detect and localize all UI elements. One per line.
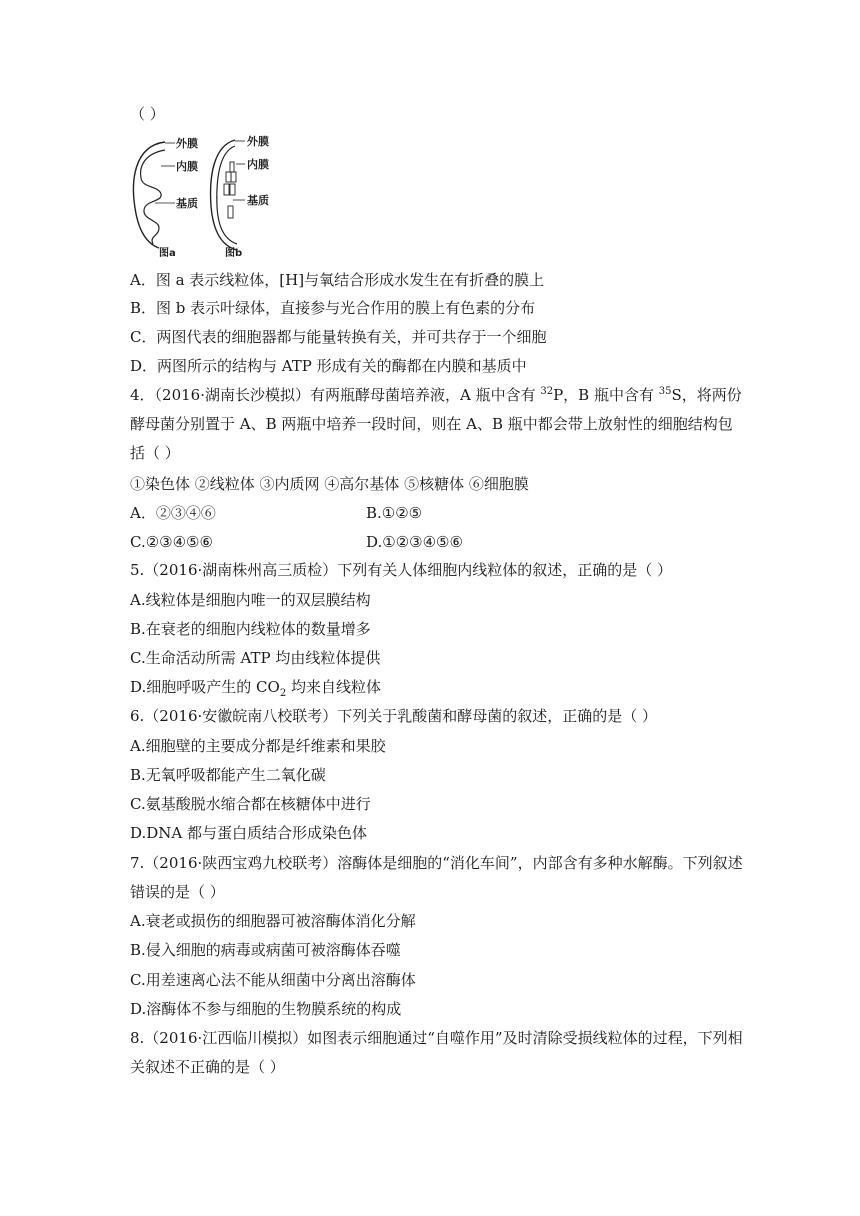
q3-answer-paren: （ ）: [130, 105, 165, 123]
q3-option-d: D．两图所示的结构与 ATP 形成有关的酶都在内膜和基质中: [130, 357, 527, 375]
q4-option-a: A．②③④⑥: [130, 504, 216, 522]
q6-option-d: D.DNA 都与蛋白质结合形成染色体: [130, 824, 368, 842]
fig-a-outer-label: 外膜: [176, 137, 198, 150]
q6-option-a: A.细胞壁的主要成分都是纤维素和果胶: [130, 737, 386, 755]
fig-a-inner-label: 内膜: [176, 160, 198, 173]
figure-a-mitochondrion: [133, 142, 175, 248]
q5-stem: 5.（2016·湖南株州高三质检）下列有关人体细胞内线粒体的叙述，正确的是（ ）: [130, 561, 673, 579]
fig-a-matrix-label: 基质: [176, 197, 198, 210]
q5-option-c: C.生命活动所需 ATP 均由线粒体提供: [130, 649, 381, 667]
fig-b-caption: 图b: [225, 248, 243, 259]
q7-stem-line1: 7.（2016·陕西宝鸡九校联考）溶酶体是细胞的“消化车间”，内部含有多种水解酶。下列叙述: [130, 854, 743, 872]
q4-items: ①染色体 ②线粒体 ③内质网 ④高尔基体 ⑤核糖体 ⑥细胞膜: [130, 475, 529, 493]
q3-option-b: B．图 b 表示叶绿体，直接参与光合作用的膜上有色素的分布: [130, 299, 536, 317]
q4-option-d: D.①②③④⑤⑥: [366, 533, 463, 551]
q4-stem-line1: 4．（2016·湖南长沙模拟）有两瓶酵母菌培养液，A 瓶中含有 $^{32}$P，B 瓶中含有 $^{35}$S，将两份: [130, 386, 742, 404]
q3-option-c: C．两图代表的细胞器都与能量转换有关，并可共存于一个细胞: [130, 328, 547, 346]
q4-option-b: B.①②⑤: [366, 504, 423, 522]
q7-stem-line2: 错误的是（ ）: [130, 883, 225, 901]
fig-b-outer-label: 外膜: [247, 135, 269, 148]
q6-option-b: B.无氧呼吸都能产生二氧化碳: [130, 766, 326, 784]
q5-option-b: B.在衰老的细胞内线粒体的数量增多: [130, 620, 371, 638]
q4-stem-line2: 酵母菌分别置于 A、B 两瓶中培养一段时间，则在 A、B 瓶中都会带上放射性的细胞结构包: [130, 415, 733, 433]
q5-option-a: A.线粒体是细胞内唯一的双层膜结构: [130, 591, 371, 609]
fig-b-matrix-label: 基质: [247, 194, 269, 207]
organelle-figure: [125, 128, 295, 263]
q4-stem-line3: 括（ ）: [130, 444, 180, 462]
q7-option-d: D.溶酶体不参与细胞的生物膜系统的构成: [130, 1000, 402, 1018]
figure-b-chloroplast: [211, 140, 245, 250]
fig-b-inner-label: 内膜: [247, 158, 269, 171]
q3-option-a: A．图 a 表示线粒体，[H]与氧结合形成水发生在有折叠的膜上: [130, 271, 545, 289]
q8-stem-line2: 关叙述不正确的是（ ）: [130, 1058, 285, 1076]
fig-a-caption: 图a: [159, 248, 176, 259]
q7-option-c: C.用差速离心法不能从细菌中分离出溶酶体: [130, 971, 416, 989]
q8-stem-line1: 8.（2016·江西临川模拟）如图表示细胞通过“自噬作用”及时清除受损线粒体的过程，下列相: [130, 1029, 743, 1047]
q7-option-a: A.衰老或损伤的细胞器可被溶酶体消化分解: [130, 912, 416, 930]
q6-stem: 6.（2016·安徽皖南八校联考）下列关于乳酸菌和酵母菌的叙述，正确的是（ ）: [130, 707, 658, 725]
q6-option-c: C.氨基酸脱水缩合都在核糖体中进行: [130, 795, 371, 813]
q4-option-c: C.②③④⑤⑥: [130, 533, 213, 551]
q7-option-b: B.侵入细胞的病毒或病菌可被溶酶体吞噬: [130, 941, 401, 959]
q5-option-d: D.细胞呼吸产生的 $CO_2$ 均来自线粒体: [130, 678, 381, 699]
